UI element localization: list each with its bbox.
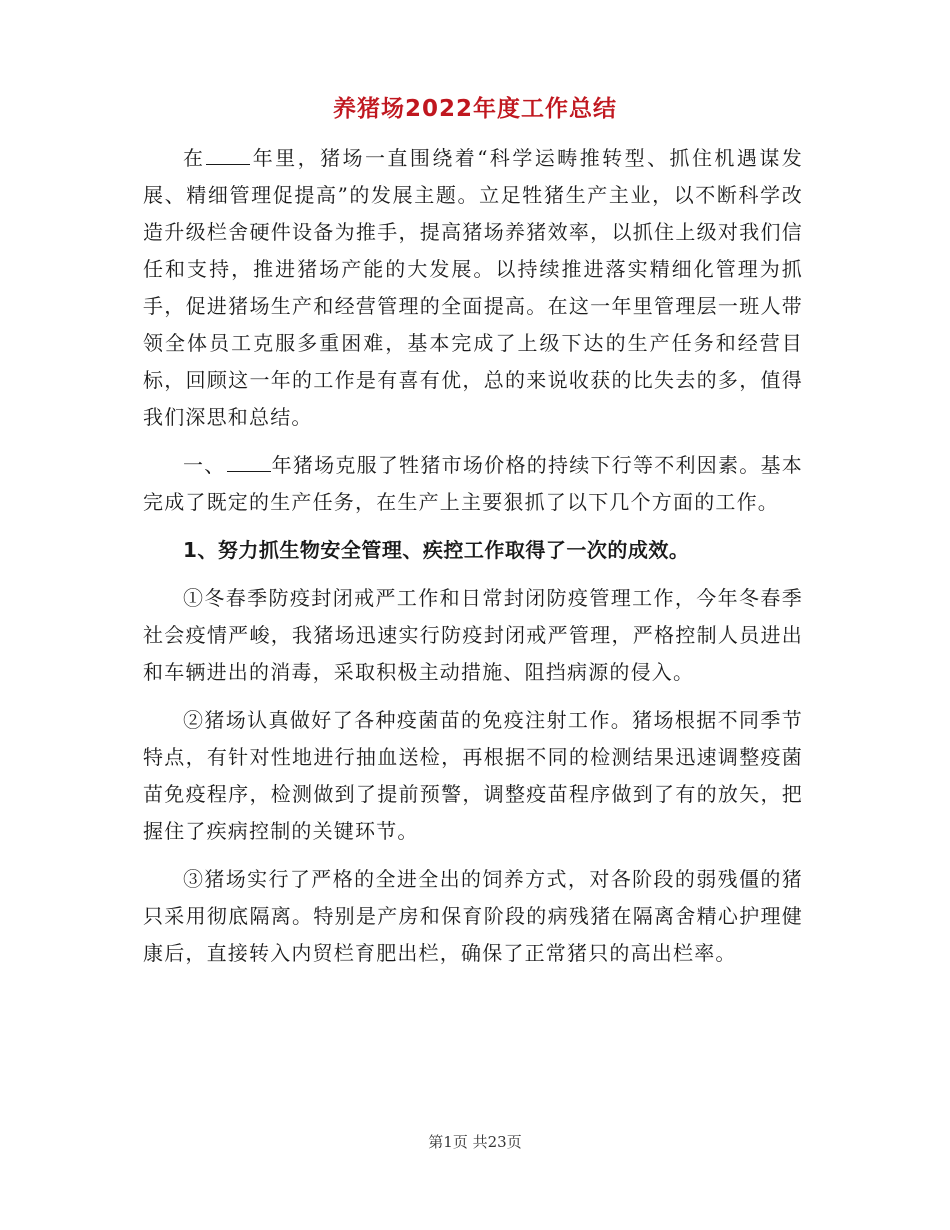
document-body [143,140,803,983]
page-number: 第1页 共23页 [428,1133,522,1151]
intro-paragraph-lead: 在 [183,146,206,170]
intro-paragraph [143,140,803,436]
document-title: 养猪场2022年度工作总结 [332,96,617,122]
fill-in-blank-year [206,146,250,165]
intro-paragraph-text: 年里，猪场一直围绕着“科学运畴推转型、抓住机遇谋发展、精细管理促提高”的发展主题。立足牲猪生产主业，以不断科学改造升级栏舍硬件设备为推手，提高猪场养猪效率，以抓住上级对我们信任和支持，推进猪场产能的大发展。以持续推进落实精细化管理为抓手，促进猪场生产和经营管理的全面提高。在这一年里管理层一班人带领全体员工克服多重困难，基本完成了上级下达的生产任务和经营目标，回顾这一年的工作是有喜有优，总的来说收获的比失去的多，值得我们深思和总结。 [143,146,803,429]
section-one-paragraph [143,447,803,521]
list-item: ②猪场认真做好了各种疫菌苗的免疫注射工作。猪场根据不同季节特点，有针对性地进行抽血送检，再根据不同的检测结果迅速调整疫菌苗免疫程序，检测做到了提前预警，调整疫苗程序做到了有的放矢，把握住了疾病控制的关键环节。 [143,708,803,843]
list-item: ③猪场实行了严格的全进全出的饲养方式，对各阶段的弱残僵的猪只采用彻底隔离。特别是产房和保育阶段的病残猪在隔离舍精心护理健康后，直接转入内贸栏育肥出栏，确保了正常猪只的高出栏率。 [143,867,803,965]
fill-in-blank-year [227,453,271,472]
list-item: ①冬春季防疫封闭戒严工作和日常封闭防疫管理工作，今年冬春季社会疫情严峻，我猪场迅速实行防疫封闭戒严管理，严格控制人员进出和车辆进出的消毒，采取积极主动措施、阻挡病源的侵入。 [143,586,803,684]
section-one-text: 年猪场克服了牲猪市场价格的持续下行等不利因素。基本完成了既定的生产任务，在生产上主要狠抓了以下几个方面的工作。 [143,453,804,514]
section-one-number: 一、 [183,453,226,477]
subsection-heading: 1、努力抓生物安全管理、疾控工作取得了一次的成效。 [183,538,690,562]
